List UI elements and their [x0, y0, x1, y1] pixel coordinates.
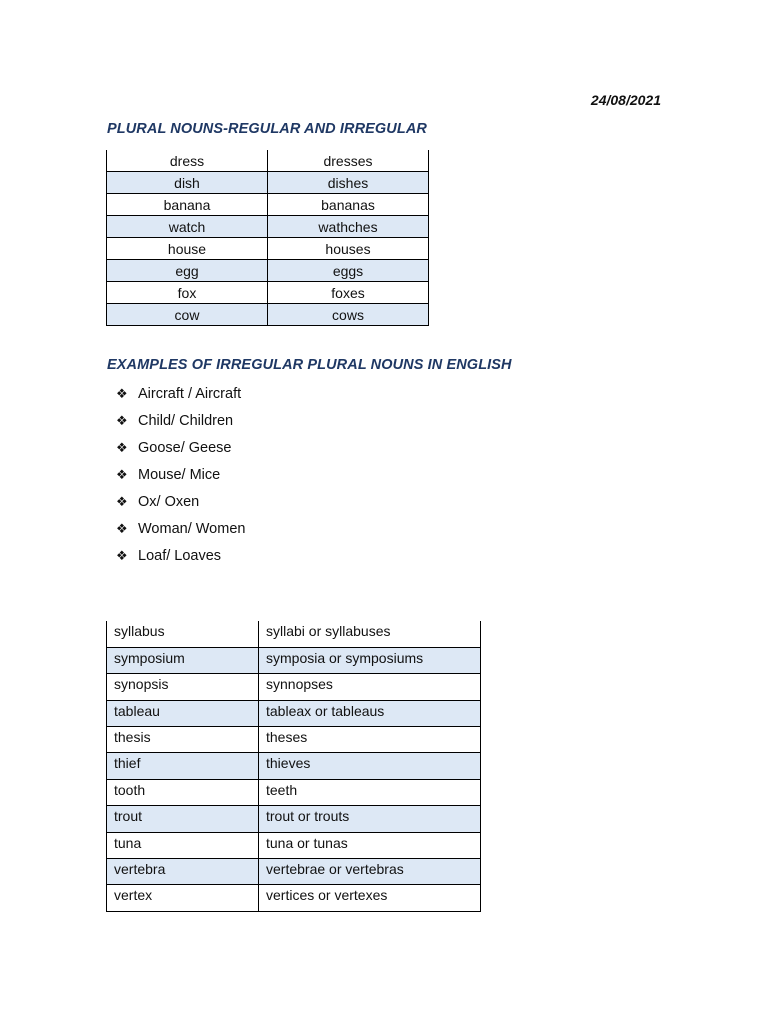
plural-cell: tableax or tableaus — [259, 700, 481, 726]
diamond-icon: ❖ — [116, 386, 128, 401]
heading-irregular-examples: EXAMPLES OF IRREGULAR PLURAL NOUNS IN ENGLISH — [107, 357, 512, 373]
table-row — [107, 621, 481, 647]
singular-cell: fox — [107, 282, 268, 304]
plural-cell: syllabi or syllabuses — [259, 621, 481, 647]
singular-cell: tableau — [107, 700, 259, 726]
table-row — [107, 700, 481, 726]
diamond-icon: ❖ — [116, 548, 128, 563]
table-row — [107, 674, 481, 700]
table-row — [107, 172, 429, 194]
list-item-text: Mouse/ Mice — [138, 467, 221, 483]
singular-cell: thesis — [107, 727, 259, 753]
table-row — [107, 216, 429, 238]
table-row — [107, 806, 481, 832]
list-item — [116, 521, 245, 548]
document-date: 24/08/2021 — [590, 92, 661, 108]
list-item-text: Loaf/ Loaves — [138, 548, 222, 564]
singular-cell: dress — [107, 150, 268, 172]
table-row — [107, 859, 481, 885]
plural-cell: vertices or vertexes — [259, 885, 481, 911]
plural-cell: thieves — [259, 753, 481, 779]
table-row — [107, 779, 481, 805]
singular-cell: watch — [107, 216, 268, 238]
singular-cell: tooth — [107, 779, 259, 805]
plural-cell: wathches — [268, 216, 429, 238]
list-item — [116, 413, 245, 440]
plural-cell: foxes — [268, 282, 429, 304]
list-item-text: Woman/ Women — [138, 521, 246, 537]
table-row — [107, 647, 481, 673]
list-item-text: Goose/ Geese — [138, 440, 232, 456]
plural-table-regular — [106, 150, 429, 326]
singular-cell: egg — [107, 260, 268, 282]
singular-cell: tuna — [107, 832, 259, 858]
heading-regular-irregular: PLURAL NOUNS-REGULAR AND IRREGULAR — [107, 121, 427, 137]
singular-cell: vertex — [107, 885, 259, 911]
table-row — [107, 304, 429, 326]
diamond-icon: ❖ — [116, 521, 128, 536]
plural-cell: theses — [259, 727, 481, 753]
irregular-examples-list — [116, 386, 245, 575]
plural-cell: eggs — [268, 260, 429, 282]
table-row — [107, 150, 429, 172]
plural-cell: bananas — [268, 194, 429, 216]
list-item — [116, 467, 245, 494]
table-row — [107, 238, 429, 260]
diamond-icon: ❖ — [116, 413, 128, 428]
plural-cell: dishes — [268, 172, 429, 194]
singular-cell: symposium — [107, 647, 259, 673]
singular-cell: syllabus — [107, 621, 259, 647]
plural-cell: tuna or tunas — [259, 832, 481, 858]
list-item — [116, 386, 245, 413]
plural-cell: teeth — [259, 779, 481, 805]
plural-cell: dresses — [268, 150, 429, 172]
plural-cell: symposia or symposiums — [259, 647, 481, 673]
singular-cell: synopsis — [107, 674, 259, 700]
singular-cell: house — [107, 238, 268, 260]
singular-cell: thief — [107, 753, 259, 779]
diamond-icon: ❖ — [116, 440, 128, 455]
singular-cell: trout — [107, 806, 259, 832]
plural-cell: trout or trouts — [259, 806, 481, 832]
table-row — [107, 885, 481, 911]
diamond-icon: ❖ — [116, 494, 128, 509]
list-item-text: Child/ Children — [138, 413, 234, 429]
singular-cell: banana — [107, 194, 268, 216]
list-item — [116, 440, 245, 467]
singular-cell: cow — [107, 304, 268, 326]
table-row — [107, 832, 481, 858]
table-row — [107, 194, 429, 216]
list-item-text: Aircraft / Aircraft — [138, 386, 242, 402]
plural-table-latin-greek — [106, 621, 481, 912]
table-row — [107, 260, 429, 282]
table-row — [107, 753, 481, 779]
plural-cell: synnopses — [259, 674, 481, 700]
singular-cell: vertebra — [107, 859, 259, 885]
list-item-text: Ox/ Oxen — [138, 494, 200, 510]
plural-cell: vertebrae or vertebras — [259, 859, 481, 885]
table-row — [107, 282, 429, 304]
singular-cell: dish — [107, 172, 268, 194]
table-row — [107, 727, 481, 753]
plural-cell: cows — [268, 304, 429, 326]
list-item — [116, 548, 245, 575]
list-item — [116, 494, 245, 521]
plural-cell: houses — [268, 238, 429, 260]
diamond-icon: ❖ — [116, 467, 128, 482]
